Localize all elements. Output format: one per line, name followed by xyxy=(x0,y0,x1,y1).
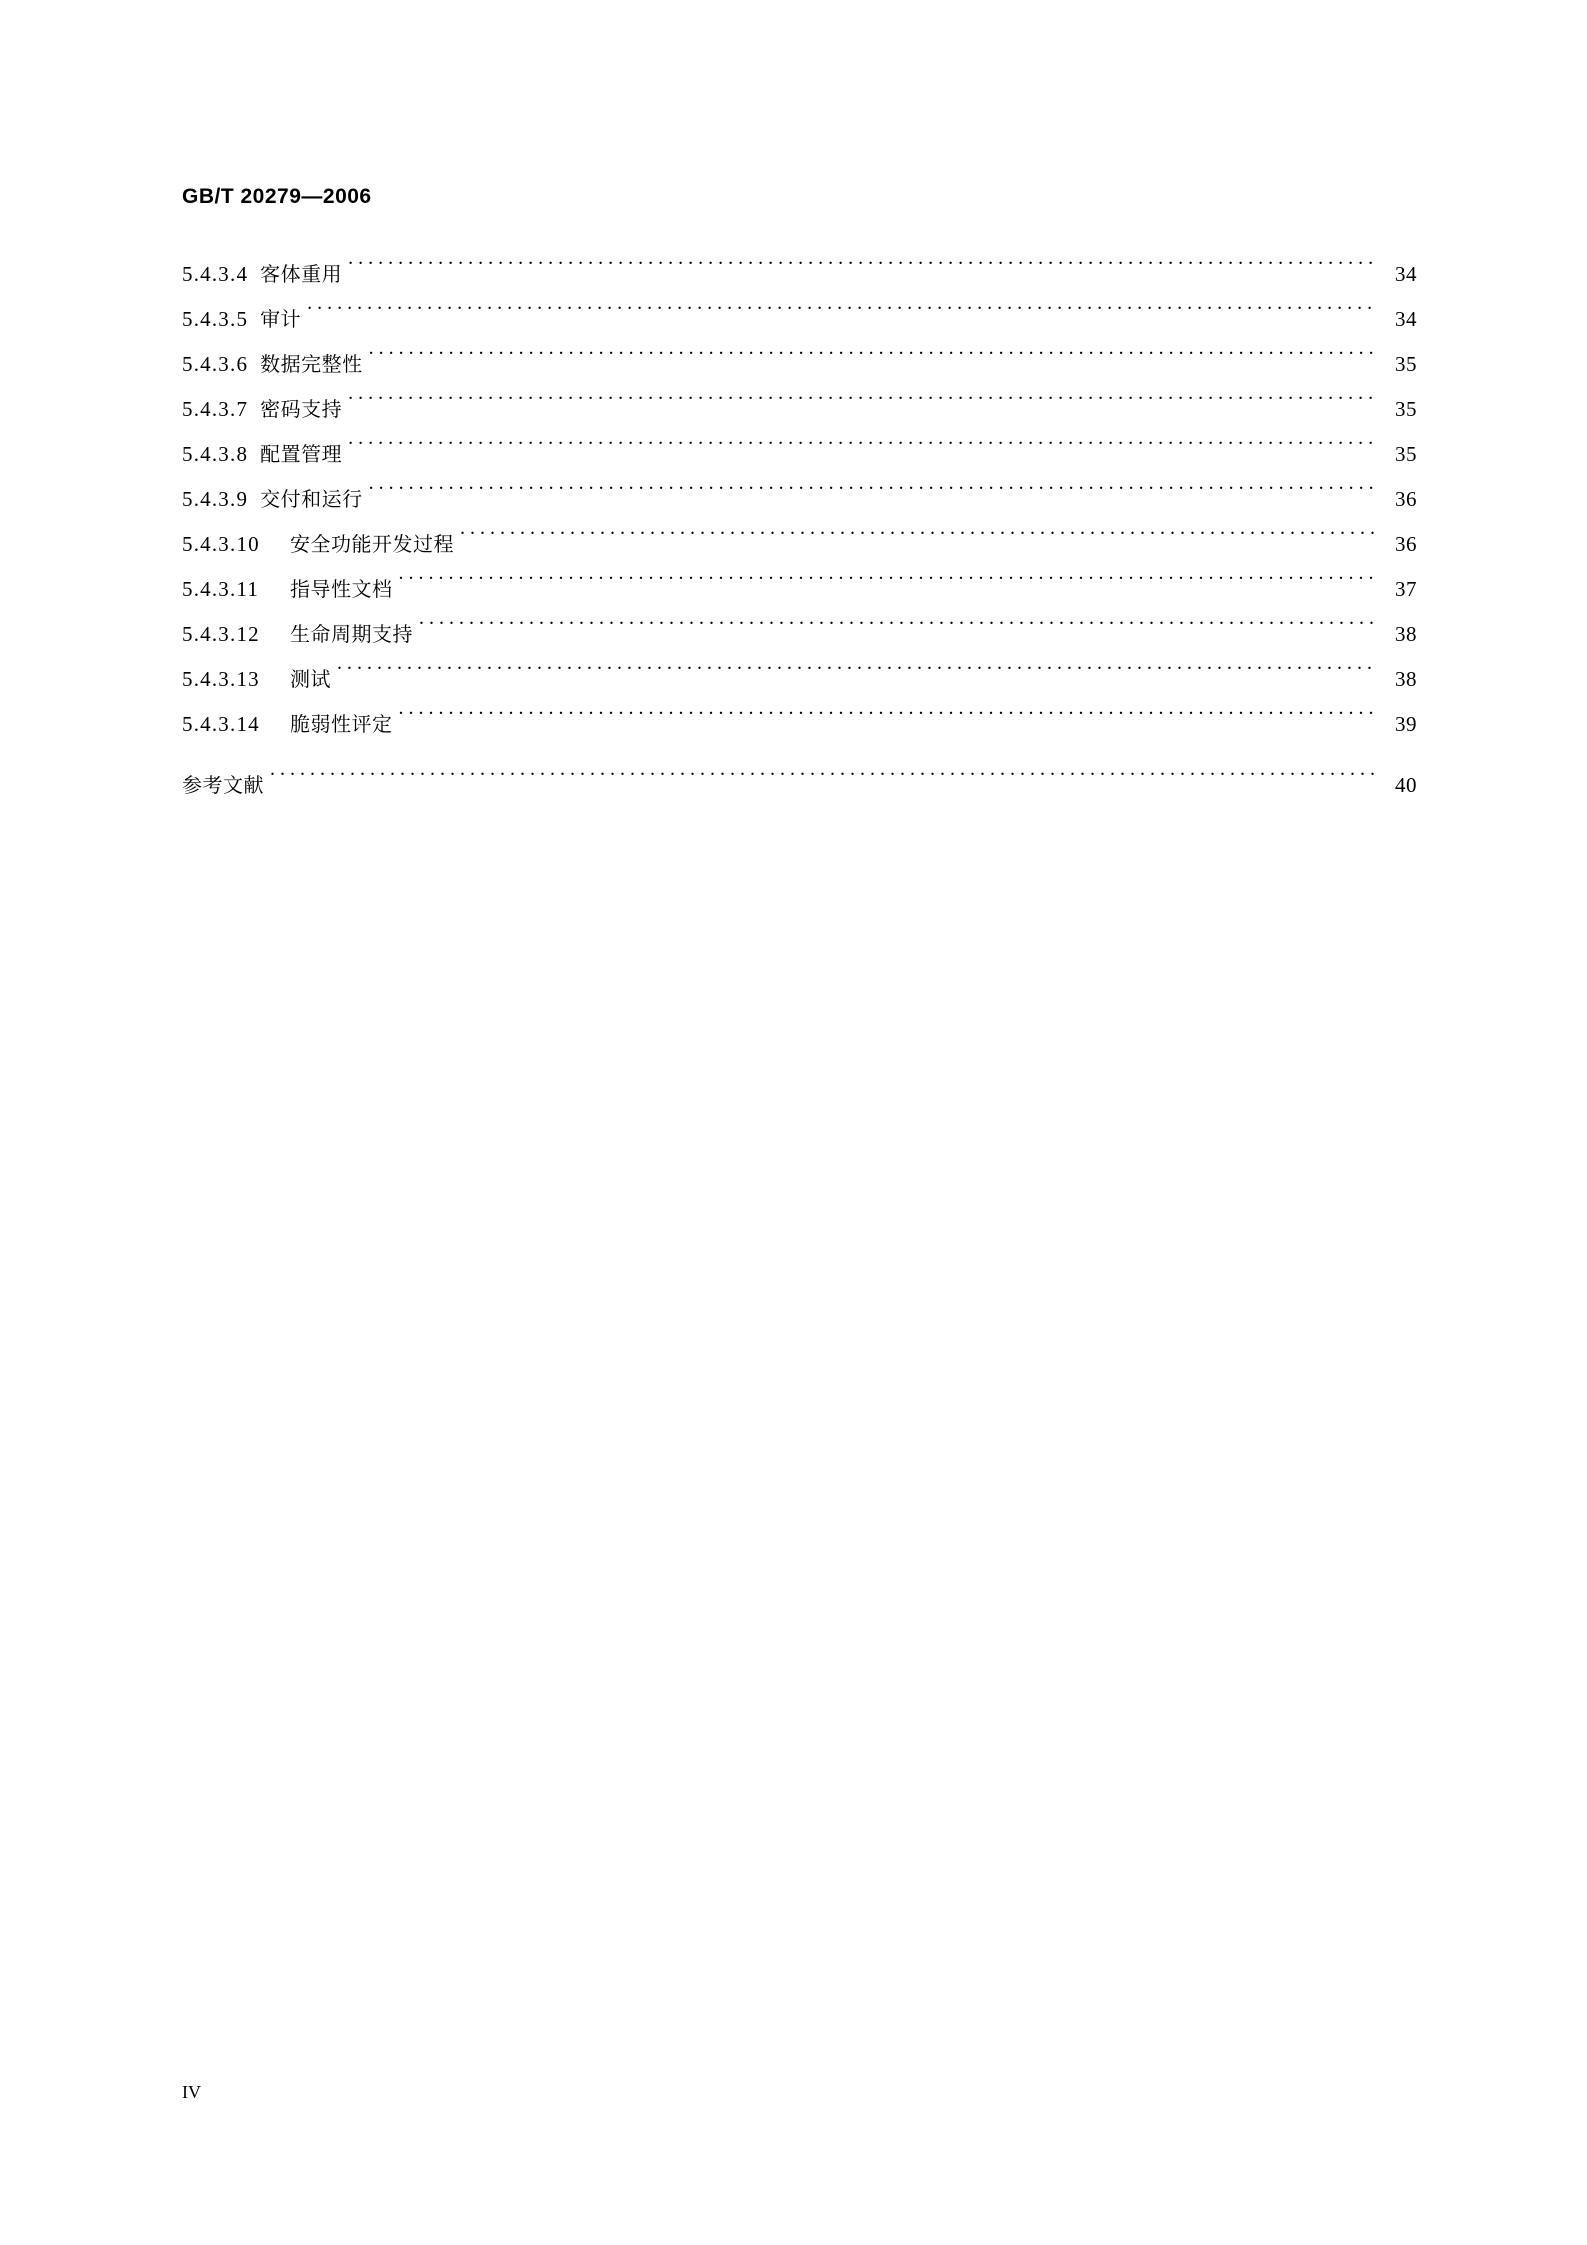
toc-leader-dots xyxy=(399,710,1378,731)
toc-entry-page: 40 xyxy=(1395,773,1417,797)
toc-entry-number: 5.4.3.10 xyxy=(182,532,260,556)
toc-entry-number: 5.4.3.7 xyxy=(182,397,249,421)
toc-entry[interactable] xyxy=(182,432,1417,477)
toc-entry-page: 36 xyxy=(1395,487,1417,511)
toc-entry-title: 参考文献 xyxy=(182,775,264,797)
page-number-footer: IV xyxy=(182,2082,201,2102)
toc-entry-number: 5.4.3.4 xyxy=(182,262,249,286)
toc-entry-title: 脆弱性评定 xyxy=(290,714,393,736)
toc-entry-number: 5.4.3.13 xyxy=(182,667,260,691)
toc-entry-number: 5.4.3.6 xyxy=(182,352,249,376)
toc-entry-page: 38 xyxy=(1395,667,1417,691)
toc-entry-page: 35 xyxy=(1395,352,1417,376)
toc-entry-page: 34 xyxy=(1395,262,1417,286)
toc-entry[interactable] xyxy=(182,297,1417,342)
toc-entry-number: 5.4.3.9 xyxy=(182,487,249,511)
toc-entry-title: 配置管理 xyxy=(260,444,343,466)
toc-entry[interactable] xyxy=(182,567,1417,612)
toc-entry-title: 测试 xyxy=(290,669,331,691)
toc-entry-title: 密码支持 xyxy=(260,399,343,421)
toc-entry-page: 37 xyxy=(1395,577,1417,601)
toc-entry[interactable] xyxy=(182,342,1417,387)
toc-leader-dots xyxy=(369,485,1377,506)
toc-entry[interactable] xyxy=(182,252,1417,297)
toc-entry-number: 5.4.3.14 xyxy=(182,712,260,736)
toc-entry-title: 审计 xyxy=(260,309,302,331)
toc-leader-dots xyxy=(270,771,1377,792)
toc-leader-dots xyxy=(307,305,1377,326)
toc-entry-page: 38 xyxy=(1395,622,1417,646)
toc-leader-dots xyxy=(460,530,1377,551)
toc-entry[interactable] xyxy=(182,612,1417,657)
toc-entry-page: 36 xyxy=(1395,532,1417,556)
toc-leader-dots xyxy=(348,395,1377,416)
toc-leader-dots xyxy=(419,620,1377,641)
toc-leader-dots xyxy=(348,440,1377,461)
toc-entry-number: 5.4.3.8 xyxy=(182,442,249,466)
toc-entry-number: 5.4.3.5 xyxy=(182,307,249,331)
toc-entry-number: 5.4.3.12 xyxy=(182,622,260,646)
toc-entry[interactable] xyxy=(182,702,1417,747)
toc-entry-number: 5.4.3.11 xyxy=(182,577,260,601)
toc-leader-dots xyxy=(348,260,1377,281)
toc-entry-title: 生命周期支持 xyxy=(290,624,413,646)
toc-entry-title: 数据完整性 xyxy=(260,354,363,376)
toc-entry-page: 35 xyxy=(1395,442,1417,466)
table-of-contents xyxy=(182,252,1417,808)
toc-entry[interactable] xyxy=(182,477,1417,522)
toc-leader-dots xyxy=(399,575,1378,596)
toc-entry-title: 交付和运行 xyxy=(260,489,363,511)
toc-entry[interactable] xyxy=(182,387,1417,432)
page-header-standard-number: GB/T 20279—2006 xyxy=(182,185,372,208)
toc-entry-title: 指导性文档 xyxy=(290,579,393,601)
toc-leader-dots xyxy=(369,350,1377,371)
toc-entry-page: 39 xyxy=(1395,712,1417,736)
toc-entry[interactable] xyxy=(182,657,1417,702)
toc-entry-title: 客体重用 xyxy=(260,264,343,286)
toc-entry-references[interactable] xyxy=(182,763,1417,808)
toc-entry[interactable] xyxy=(182,522,1417,567)
toc-leader-dots xyxy=(337,665,1377,686)
toc-entry-page: 34 xyxy=(1395,307,1417,331)
toc-entry-title: 安全功能开发过程 xyxy=(290,534,454,556)
toc-entry-page: 35 xyxy=(1395,397,1417,421)
